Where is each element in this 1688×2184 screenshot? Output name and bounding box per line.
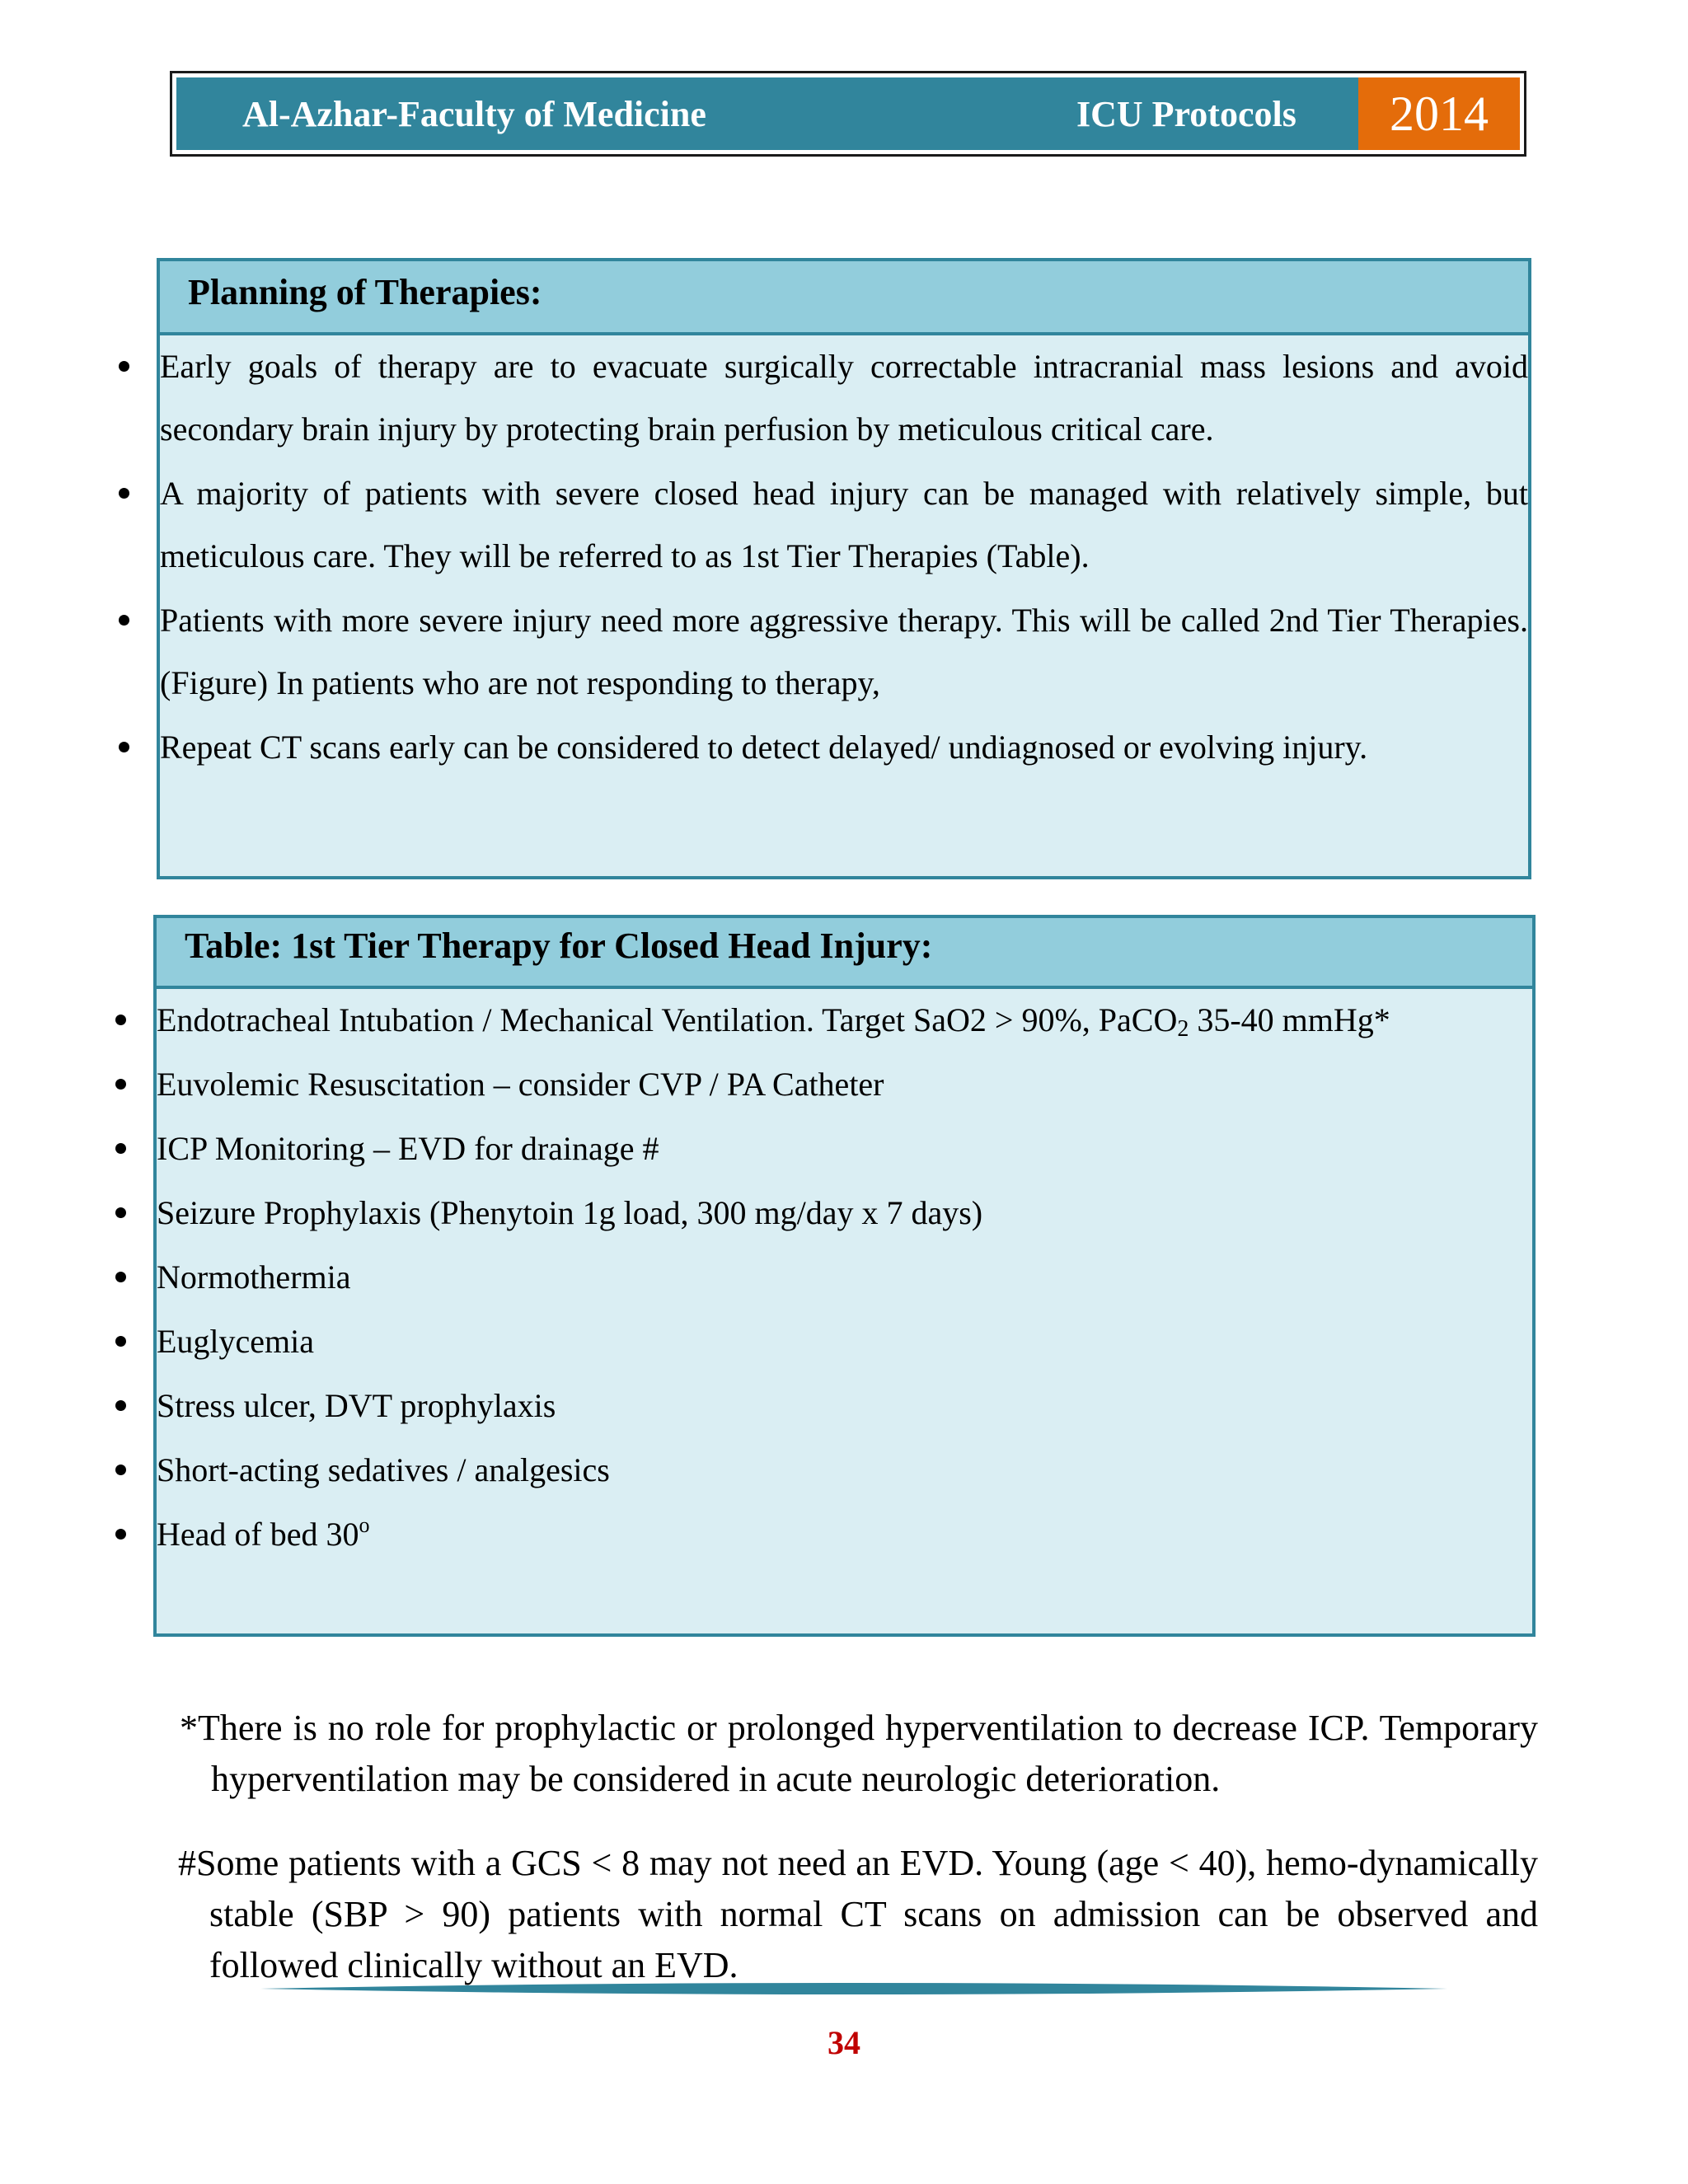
header-institution: Al-Azhar-Faculty of Medicine bbox=[242, 93, 706, 134]
therapy-list bbox=[157, 989, 1532, 1566]
footnote-evd: #Some patients with a GCS < 8 may not need an EVD. Young (age < 40), hemo-dynamically stable (SBP > 90) patients with normal CT scans on admission can be observed and followed clinically without an EVD. bbox=[178, 1843, 1538, 1985]
planning-list bbox=[160, 335, 1528, 779]
list-item: ICP Monitoring – EVD for drainage # bbox=[157, 1118, 1532, 1180]
table-heading: Table: 1st Tier Therapy for Closed Head Injury: bbox=[157, 918, 1532, 989]
bullet-icon bbox=[119, 742, 129, 752]
list-item: Endotracheal Intubation / Mechanical Ventilation. Target SaO2 > 90%, PaCO$_2$ 35-40 mmHg* bbox=[157, 989, 1532, 1052]
list-item: Repeat CT scans early can be considered to detect delayed/ undiagnosed or evolving injury. bbox=[160, 716, 1528, 779]
planning-heading: Planning of Therapies: bbox=[160, 261, 1528, 335]
bullet-icon bbox=[115, 1079, 126, 1090]
footnote-hyperventilation: *There is no role for prophylactic or prolonged hyperventilation to decrease ICP. Temporary hyperventilation may be considered in acute neurologic deterioration. bbox=[180, 1708, 1538, 1799]
list-item: Short-acting sedatives / analgesics bbox=[157, 1439, 1532, 1502]
list-item: Normothermia bbox=[157, 1246, 1532, 1309]
bullet-icon bbox=[115, 1207, 126, 1218]
bullet-icon bbox=[115, 1400, 126, 1411]
list-item: Head of bed 30$^o$ bbox=[157, 1503, 1532, 1566]
list-item: Early goals of therapy are to evacuate surgically correctable intracranial mass lesions and avoid secondary brain injury by protecting brain perfusion by meticulous critical care. bbox=[160, 335, 1528, 461]
bullet-icon bbox=[115, 1336, 126, 1347]
bullet-icon bbox=[115, 1465, 126, 1475]
header-bar bbox=[176, 77, 1520, 150]
list-item: Patients with more severe injury need more aggressive therapy. This will be called 2nd Tier Therapies. (Figure) In patients who are not responding to therapy, bbox=[160, 589, 1528, 715]
footer-divider bbox=[260, 1979, 1447, 1999]
list-item: Seizure Prophylaxis (Phenytoin 1g load, 300 mg/day x 7 days) bbox=[157, 1182, 1532, 1244]
bullet-icon bbox=[115, 1015, 126, 1025]
list-item: Stress ulcer, DVT prophylaxis bbox=[157, 1375, 1532, 1437]
bullet-icon bbox=[119, 361, 129, 372]
page-number: 34 bbox=[828, 2024, 860, 2061]
list-item: Euglycemia bbox=[157, 1310, 1532, 1373]
bullet-icon bbox=[119, 488, 129, 499]
header-document-title: ICU Protocols bbox=[1076, 93, 1296, 134]
header-banner bbox=[170, 71, 1526, 157]
planning-box bbox=[157, 258, 1531, 879]
bullet-icon bbox=[115, 1143, 126, 1154]
list-item: A majority of patients with severe closed head injury can be managed with relatively simple, but meticulous care. They will be referred to as 1st Tier Therapies (Table). bbox=[160, 462, 1528, 588]
header-year: 2014 bbox=[1358, 77, 1520, 150]
bullet-icon bbox=[119, 615, 129, 626]
first-tier-table-box bbox=[153, 915, 1536, 1637]
list-item: Euvolemic Resuscitation – consider CVP / PA Catheter bbox=[157, 1053, 1532, 1116]
bullet-icon bbox=[115, 1529, 126, 1540]
bullet-icon bbox=[115, 1272, 126, 1282]
